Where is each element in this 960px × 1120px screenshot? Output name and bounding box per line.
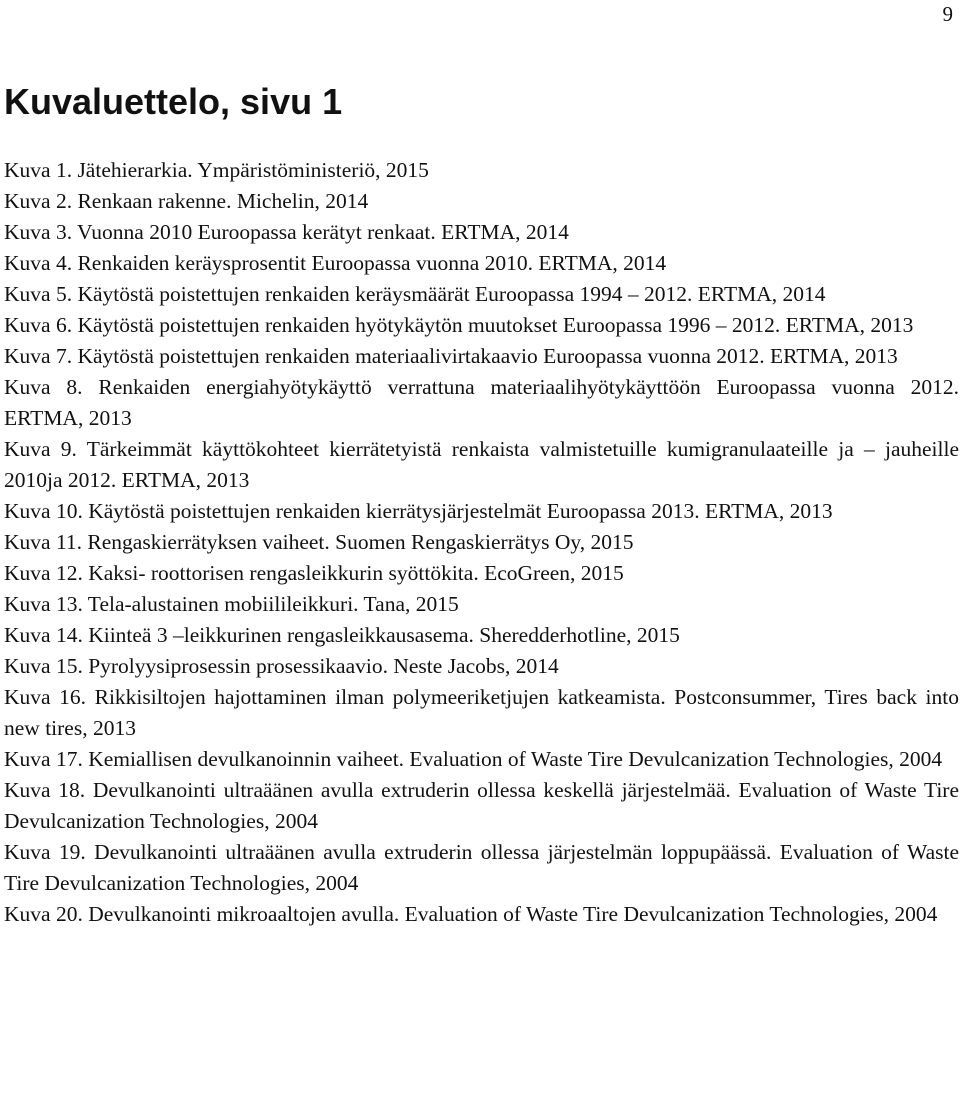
- figure-list-item: Kuva 2. Renkaan rakenne. Michelin, 2014: [4, 189, 369, 213]
- figure-list-item: Kuva 12. Kaksi- roottorisen rengasleikkurin syöttökita. EcoGreen, 2015: [4, 561, 624, 585]
- figure-list-item: Kuva 19. Devulkanointi ultraäänen avulla extruderin ollessa järjestelmän loppupäässä. Evaluation of Waste Tire Devulcanization Technologies, 2004: [4, 840, 959, 895]
- figure-list-item: Kuva 9. Tärkeimmät käyttökohteet kierrätetyistä renkaista valmistetuille kumigranulaateille ja – jauheille 2010ja 2012. ERTMA, 2013: [4, 437, 959, 492]
- figure-list-item: Kuva 4. Renkaiden keräysprosentit Euroopassa vuonna 2010. ERTMA, 2014: [4, 251, 667, 275]
- figure-list-item: Kuva 10. Käytöstä poistettujen renkaiden kierrätysjärjestelmät Euroopassa 2013. ERTMA, 2013: [4, 499, 833, 523]
- figure-list-item: Kuva 17. Kemiallisen devulkanoinnin vaiheet. Evaluation of Waste Tire Devulcanization Technologies, 2004: [4, 747, 943, 771]
- figure-list-item: Kuva 8. Renkaiden energiahyötykäyttö verrattuna materiaalihyötykäyttöön Euroopassa vuonna 2012. ERTMA, 2013: [4, 375, 959, 430]
- figure-list-item: Kuva 3. Vuonna 2010 Euroopassa kerätyt renkaat. ERTMA, 2014: [4, 220, 569, 244]
- figure-list: [4, 155, 959, 930]
- figure-list-item: Kuva 13. Tela-alustainen mobiilileikkuri. Tana, 2015: [4, 592, 459, 616]
- figure-list-item: Kuva 16. Rikkisiltojen hajottaminen ilman polymeeriketjujen katkeamista. Postconsummer, Tires back into new tires, 2013: [4, 685, 959, 740]
- figure-list-item: Kuva 11. Rengaskierrätyksen vaiheet. Suomen Rengaskierrätys Oy, 2015: [4, 530, 634, 554]
- figure-list-item: Kuva 7. Käytöstä poistettujen renkaiden materiaalivirtakaavio Euroopassa vuonna 2012. ERTMA, 2013: [4, 344, 898, 368]
- figure-list-item: Kuva 18. Devulkanointi ultraäänen avulla extruderin ollessa keskellä järjestelmää. Evaluation of Waste Tire Devulcanization Technologies, 2004: [4, 778, 959, 833]
- figure-list-item: Kuva 20. Devulkanointi mikroaaltojen avulla. Evaluation of Waste Tire Devulcanization Technologies, 2004: [4, 902, 938, 926]
- figure-list-item: Kuva 15. Pyrolyysiprosessin prosessikaavio. Neste Jacobs, 2014: [4, 654, 559, 678]
- figure-list-item: Kuva 14. Kiinteä 3 –leikkurinen rengasleikkausasema. Sheredderhotline, 2015: [4, 623, 680, 647]
- figure-list-item: Kuva 1. Jätehierarkia. Ympäristöministeriö, 2015: [4, 158, 429, 182]
- page-title: Kuvaluettelo, sivu 1: [4, 81, 343, 122]
- figure-list-item: Kuva 6. Käytöstä poistettujen renkaiden hyötykäytön muutokset Euroopassa 1996 – 2012. ERTMA, 2013: [4, 313, 914, 337]
- figure-list-item: Kuva 5. Käytöstä poistettujen renkaiden keräysmäärät Euroopassa 1994 – 2012. ERTMA, 2014: [4, 282, 826, 306]
- page-number: 9: [942, 2, 953, 26]
